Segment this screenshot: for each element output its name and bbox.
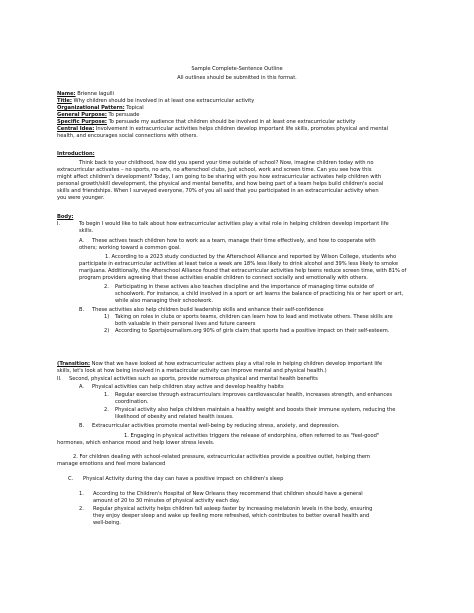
support-paragraph-line: participate in extracurricular activities at least twice a week are 18% less likely to drink alcohol and 39% less likely to smoke	[79, 261, 398, 267]
document-subtitle: All outlines should be submitted in this format.	[177, 75, 297, 81]
central-idea-continued: health, and encourages social connections with others.	[57, 133, 198, 139]
intro-line: personal growth/skill development, the physical and mental benefits, and how being part of a team helps build children's social	[57, 181, 384, 187]
subpoint-c: Physical Activity during the day can have a positive impact on children's sleep	[83, 476, 284, 482]
support-paragraph-line: According to the Children's Hospital of New Orleans they recommend that children should have a general	[93, 491, 363, 497]
support-paragraph-line: 1. According to a 2023 study conducted by the Afterschool Alliance and reported by Wilson College, students who	[105, 254, 397, 260]
main-point-1: To begin I would like to talk about how extracurricular activities play a vital role in helping children develop important life	[79, 221, 389, 227]
support-paragraph-line: while also managing their schoolwork.	[115, 298, 213, 304]
body-heading: Body:	[57, 214, 74, 220]
central-idea-label: Central Idea:	[57, 126, 95, 132]
outline-letter: B.	[79, 423, 85, 429]
transition-continued: skills, let's look at how being involved in a metacircular activity can improve mental and physical health.)	[57, 368, 327, 374]
support-paragraph-line: likelihood of obesity and related health issues.	[115, 414, 234, 420]
outline-letter: A.	[79, 384, 85, 390]
outline-number: 1)	[104, 314, 110, 320]
specific-purpose-label: Specific Purpose:	[57, 119, 107, 125]
pattern-label: Organizational Pattern:	[57, 105, 125, 111]
subpoint-b: Extracurricular activities promote mental well-being by reducing stress, anxiety, and depression.	[92, 423, 340, 429]
name-value: Brienne Iagulli	[75, 91, 114, 97]
subpoint-a: Physical activities can help children stay active and develop healthy habits	[92, 384, 284, 390]
intro-line: extracurricular activates – no sports, no arts, no afterschool clubs, just school, work and screen time. Can you see how this	[57, 167, 372, 173]
specific-purpose-row	[57, 119, 355, 126]
outline-letter: C.	[68, 476, 74, 482]
purpose-row	[57, 112, 139, 119]
support-paragraph-line: 1. Engaging in physical activities triggers the release of endorphins, often referred to as "feel-good"	[124, 433, 380, 439]
introduction-heading: Introduction:	[57, 151, 95, 157]
main-point-2: Second, physical activities such as sports, provide numerous physical and mental health benefits	[69, 376, 318, 382]
title-value: Why children should be involved in at least one extracurricular activity	[71, 98, 255, 104]
support-paragraph-line: Regular physical activity helps children fall asleep faster by increasing melatonin levels in the body, ensuring	[93, 506, 373, 512]
outline-letter: A.	[79, 238, 85, 244]
main-point-1-continued: skills.	[79, 228, 94, 234]
subpoint-b: These activities also help children build leadership skills and enhance their self-confidence	[92, 307, 324, 313]
intro-line: you were younger.	[57, 195, 105, 201]
support-paragraph-line: 2. For children dealing with school-related pressure, extracurricular activities provide a positive outlet, helping them	[73, 454, 371, 460]
support-paragraph-line: they enjoy deeper sleep and wake up feeling more refreshed, which contributes to better overall health and	[93, 513, 370, 519]
name-label: Name:	[57, 91, 76, 97]
title-row	[57, 98, 254, 105]
support-paragraph-line: Participating in these actives also teaches discipline and the importance of managing time outside of	[115, 284, 374, 290]
outline-numeral: II.	[57, 376, 62, 382]
transition-row	[57, 361, 382, 368]
outline-number: 2.	[104, 407, 109, 413]
central-idea-value: Involvement in extracurricular activities helps children develop important life skills, promotes physical and mental	[94, 126, 389, 132]
support-paragraph-line: schoolwork. For instance, a child involved in a sport or art learns the balance of practicing his or her sport or art,	[115, 291, 404, 297]
pattern-row	[57, 105, 144, 112]
support-paragraph-line: amount of 20 to 30 minutes of physical activity each day.	[93, 498, 240, 504]
outline-number: 1.	[79, 491, 84, 497]
support-paragraph-line: well-being.	[93, 520, 121, 526]
specific-purpose-value: To persuade my audience that children should be involved in at least one extracurricular activity	[106, 119, 356, 125]
support-paragraph-line: hormones, which enhance mood and help lower stress levels.	[57, 440, 215, 446]
name-row	[57, 91, 114, 98]
outline-number: 2)	[104, 328, 110, 334]
outline-letter: B.	[79, 307, 85, 313]
support-paragraph-line: manage emotions and feel more balanced	[57, 461, 166, 467]
outline-number: 2.	[79, 506, 84, 512]
document-title: Sample Complete-Sentence Outline	[191, 66, 283, 72]
pattern-value: Topical	[124, 105, 144, 111]
transition-text: Now that we have looked at how extracurricular actives play a vital role in helping children develop important life	[90, 361, 383, 367]
support-paragraph-line: Regular exercise through extracurriculars improves cardiovascular health, increases strength, and enhances	[115, 392, 393, 398]
support-paragraph-line: Taking on roles in clubs or sports teams, children can learn how to lead and motivate others. These skills are	[115, 314, 393, 320]
subpoint-a-continued: others; working toward a common goal.	[79, 245, 181, 251]
support-paragraph-line: both valuable in their personal lives and future careers	[115, 321, 256, 327]
support-paragraph-line: program providers agreeing that these activities enable children to connect socially and emotionally with others.	[79, 275, 368, 281]
support-paragraph-line: According to Sportsjournalism.org 90% of girls claim that sports had a positive impact on their self-esteem.	[115, 328, 390, 334]
support-paragraph-line: Physical activity also helps children maintain a healthy weight and boosts their immune system, reducing the	[115, 407, 396, 413]
support-paragraph-line: marijuana. Additionally, the Afterschool Alliance found that extracurricular activities help teens reduce screen time, with 81% of	[79, 268, 407, 274]
purpose-label: General Purpose:	[57, 112, 107, 118]
support-paragraph-line: coordination.	[115, 399, 149, 405]
outline-number: 2.	[104, 284, 109, 290]
central-idea-row	[57, 126, 388, 133]
subpoint-a: These actives teach children how to work as a team, manage their time effectively, and how to cooperate with	[92, 238, 376, 244]
outline-number: 1.	[104, 392, 109, 398]
intro-line: Think back to your childhood, how did you spend your time outside of school? Now, imagine children today with no	[79, 160, 374, 166]
intro-line: skills and friendships. When I surveyed everyone, 70% of you all said that you participated in an extracurricular activity when	[57, 188, 379, 194]
transition-label: (Transition:	[57, 361, 91, 367]
purpose-value: To persuade	[106, 112, 140, 118]
outline-numeral: I.	[57, 221, 61, 227]
intro-line: might affect children's development? Today, I am going to be sharing with you how extracurricular activates help children with	[57, 174, 382, 180]
title-label: Title:	[57, 98, 72, 104]
